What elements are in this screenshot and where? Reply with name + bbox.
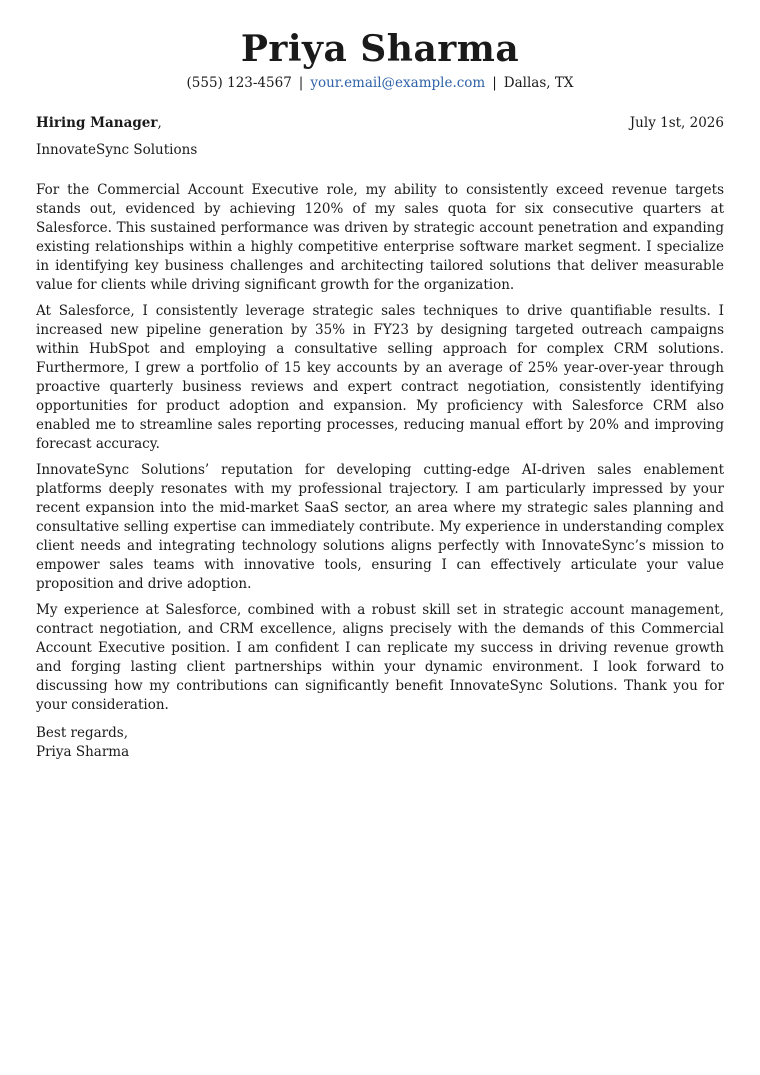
letter-closing [36,724,724,762]
recipient-name-suffix: , [157,115,162,131]
recipient-row [36,114,724,132]
closing-signature: Priya Sharma [36,744,130,760]
contact-separator: | [298,75,304,91]
contact-line [36,74,724,92]
applicant-name: Priya Sharma [240,28,520,70]
phone-number: (555) 123-4567 [186,75,292,91]
recipient-salutation [36,114,162,132]
letter-date: July 1st, 2026 [629,115,724,131]
recipient-company: InnovateSync Solutions [36,142,198,158]
contact-separator: | [492,75,497,91]
body-paragraph: For the Commercial Account Executive role, my ability to consistently exceed revenue targets stands out, evidenced by achieving 120% of my sales quota for six consecutive quarters at Salesforce. This sustained performance was driven by strategic account penetration and expanding existing relationships within a highly competitive enterprise software market segment. I specialize in identifying key business challenges and architecting tailored solutions that deliver measurable value for clients while driving significant growth for the organization. [36,182,724,293]
recipient-name: Hiring Manager [36,115,158,131]
letter-body [36,181,724,715]
closing-salutation: Best regards, [36,725,129,741]
email-link[interactable]: your.email@example.com [310,75,486,91]
body-paragraph: InnovateSync Solutions’ reputation for developing cutting-edge AI-driven sales enablement platforms deeply resonates with my professional trajectory. I am particularly impressed by your recent expansion into the mid-market SaaS sector, an area where my strategic sales planning and consultative selling expertise can immediately contribute. My experience in understanding complex client needs and integrating technology solutions aligns perfectly with InnovateSync’s mission to empower sales teams with innovative tools, ensuring I can effectively articulate your value proposition and drive adoption. [36,462,724,592]
location: Dallas, TX [503,75,574,91]
body-paragraph: At Salesforce, I consistently leverage strategic sales techniques to drive quantifiable results. I increased new pipeline generation by 35% in FY23 by designing targeted outreach campaigns within HubSpot and employing a consultative selling approach for complex CRM solutions. Furthermore, I grew a portfolio of 15 key accounts by an average of 25% year-over-year through proactive quarterly business reviews and expert contract negotiation, consistently identifying opportunities for product adoption and expansion. My proficiency with Salesforce CRM also enabled me to streamline sales reporting processes, reducing manual effort by 20% and improving forecast accuracy. [36,303,724,452]
body-paragraph: My experience at Salesforce, combined with a robust skill set in strategic account management, contract negotiation, and CRM excellence, aligns precisely with the demands of this Commercial Account Executive position. I am confident I can replicate my success in driving revenue growth and forging lasting client partnerships within your dynamic environment. I look forward to discussing how my contributions can significantly benefit InnovateSync Solutions. Thank you for your consideration. [36,602,724,713]
